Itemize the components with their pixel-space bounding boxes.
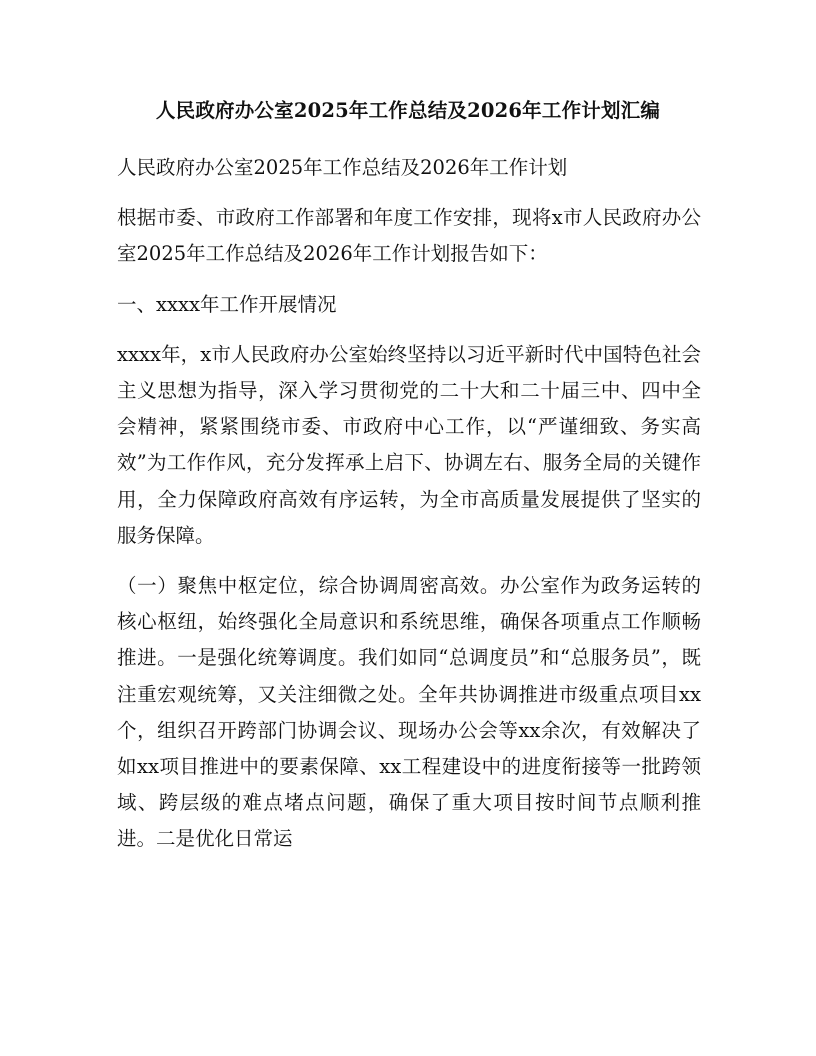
document-title: 人民政府办公室2025年工作总结及2026年工作计划汇编 <box>155 99 661 122</box>
intro-paragraph: 根据市委、市政府工作部署和年度工作安排，现将x市人民政府办公室2025年工作总结及2026年工作计划报告如下： <box>117 206 701 266</box>
document-subtitle: 人民政府办公室2025年工作总结及2026年工作计划 <box>117 156 568 179</box>
section-heading-1: 一、xxxx年工作开展情况 <box>117 292 337 316</box>
subsection-1-paragraph: （一）聚焦中枢定位，综合协调周密高效。办公室作为政务运转的核心枢纽，始终强化全局意识和系统思维，确保各项重点工作顺畅推进。一是强化统筹调度。我们如同“总调度员”和“总服务员”，既注重宏观统筹，又关注细微之处。全年共协调推进市级重点项目xx个，组织召开跨部门协调会议、现场办公会等xx余次，有效解决了如xx项目推进中的要素保障、xx工程建设中的进度衔接等一批跨领域、跨层级的难点堵点问题，确保了重大项目按时间节点顺利推进。二是优化日常运 <box>117 574 701 851</box>
section-1-paragraph: xxxx年，x市人民政府办公室始终坚持以习近平新时代中国特色社会主义思想为指导，深入学习贯彻党的二十大和二十届三中、四中全会精神，紧紧围绕市委、市政府中心工作，以“严谨细致、务实高效”为工作作风，充分发挥承上启下、协调左右、服务全局的关键作用，全力保障政府高效有序运转，为全市高质量发展提供了坚实的服务保障。 <box>117 342 701 547</box>
document-body <box>117 150 701 872</box>
